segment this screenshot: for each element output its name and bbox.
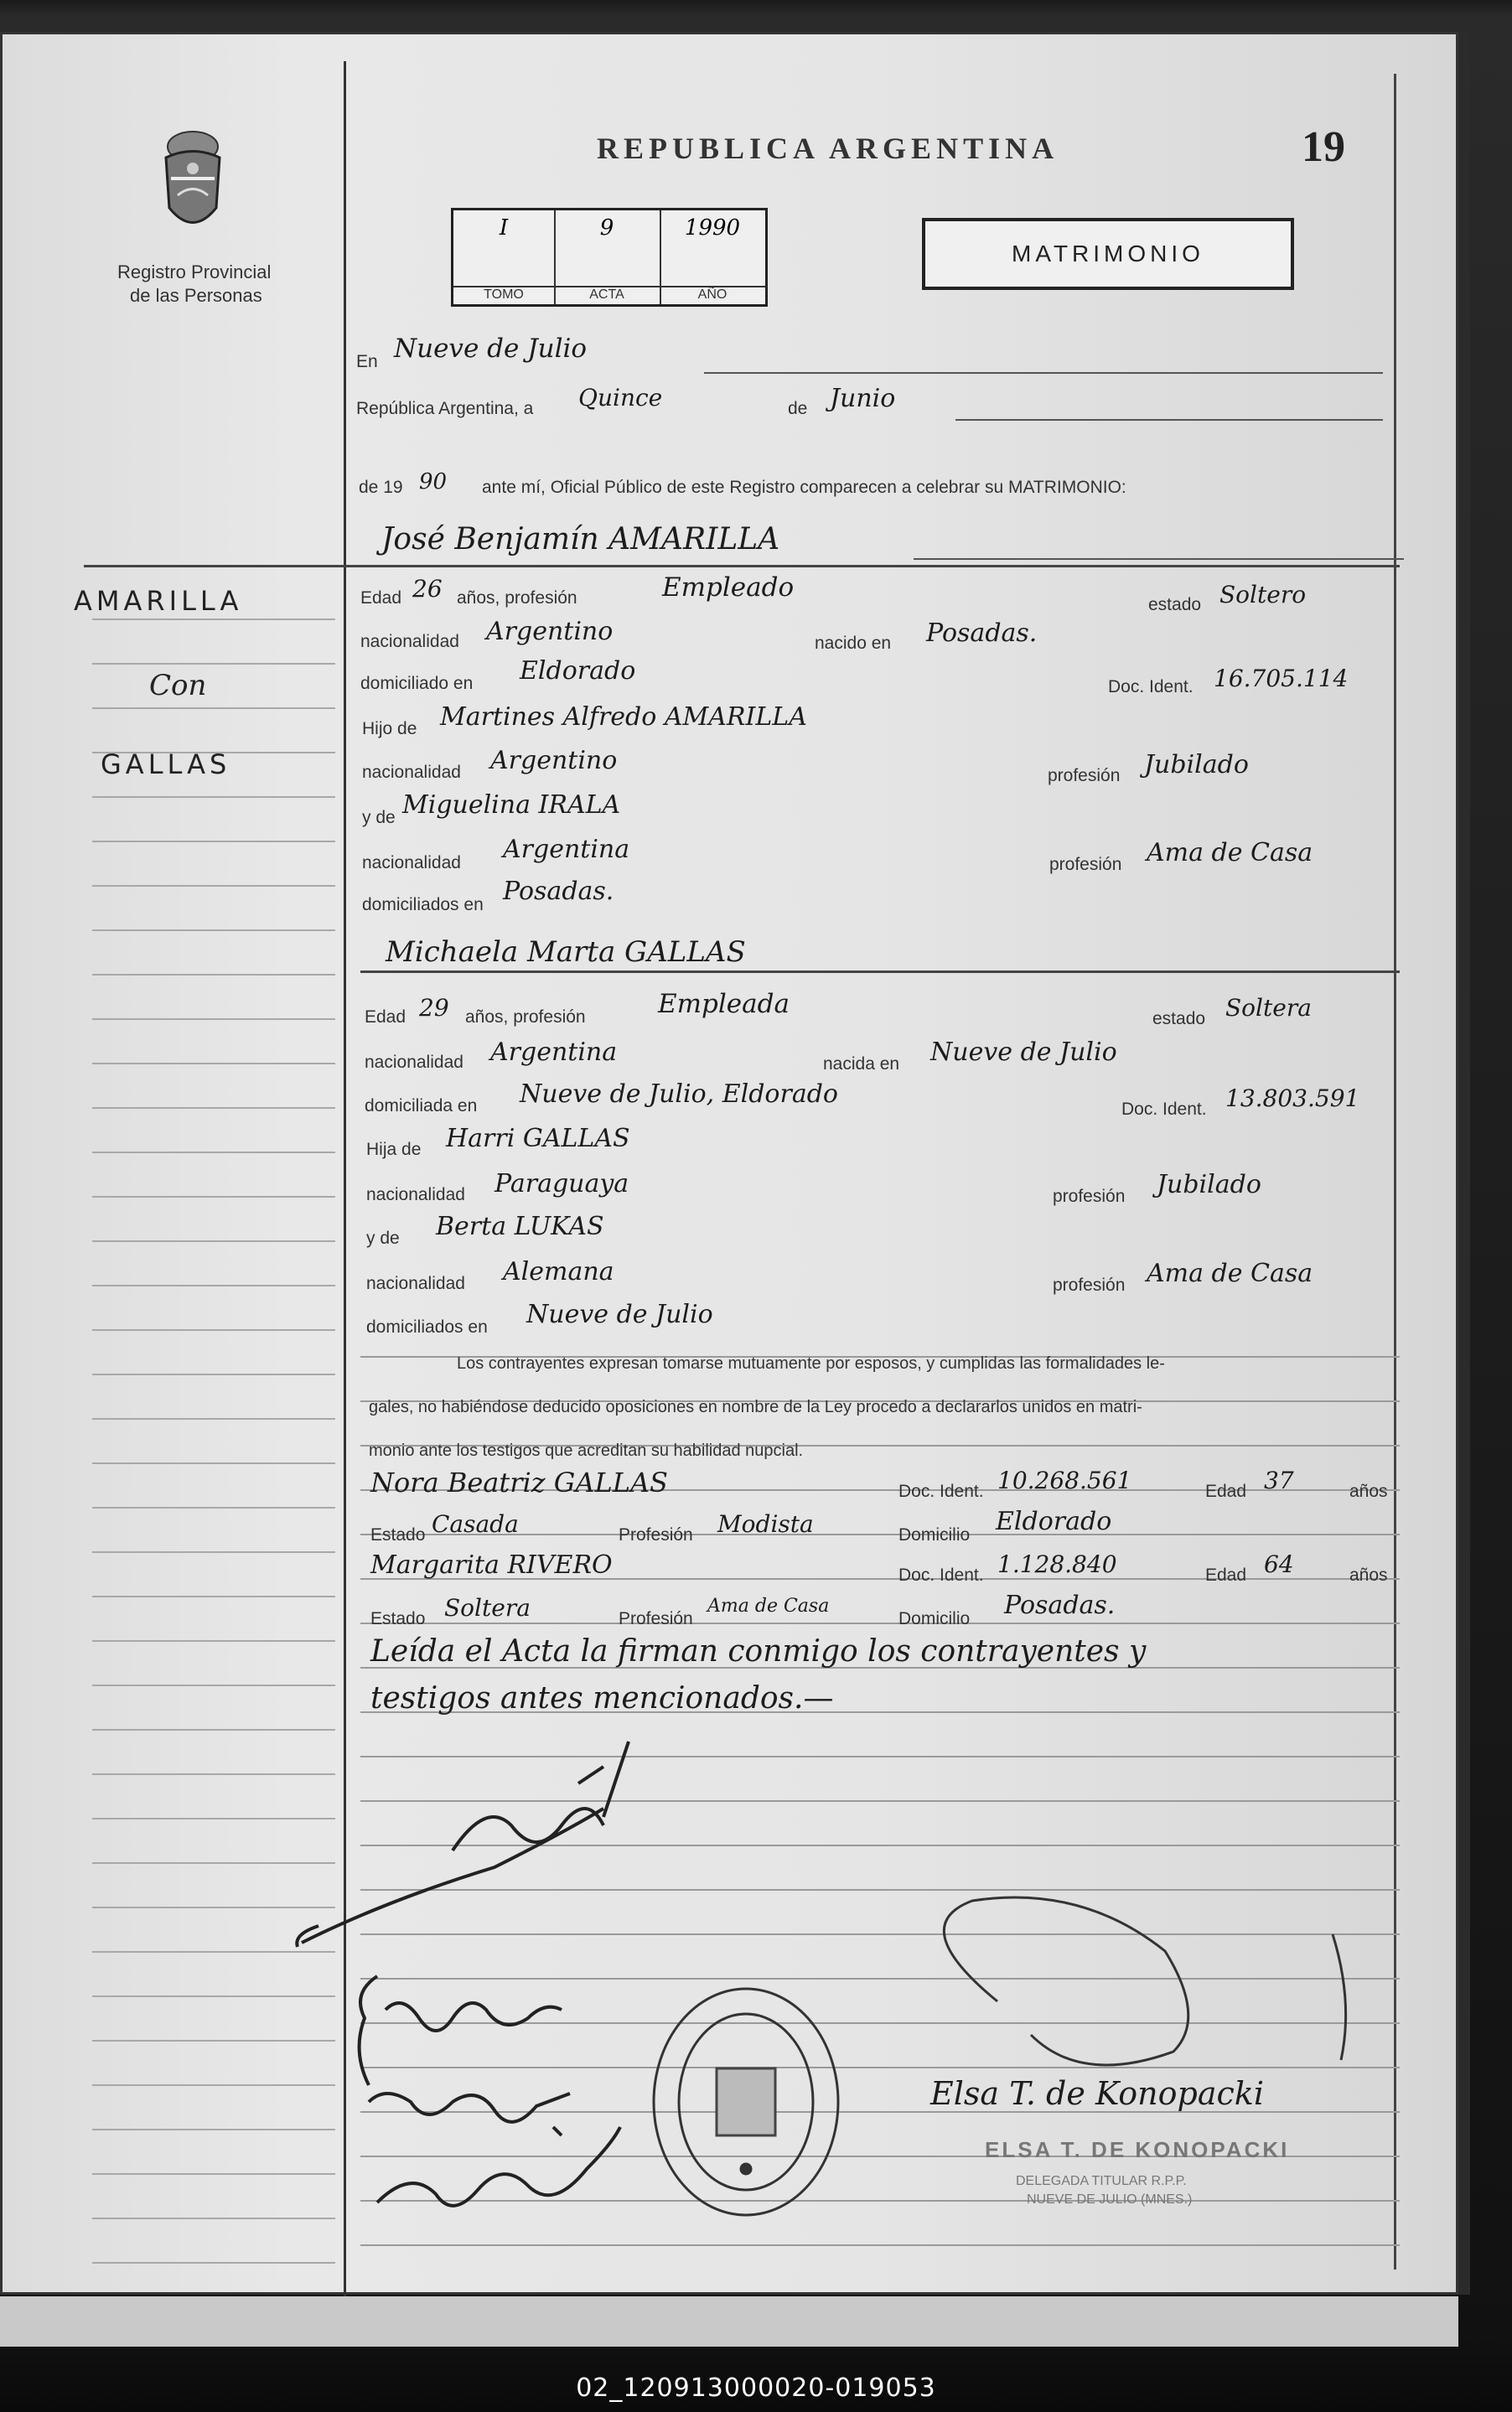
margin-ruled-line (92, 1462, 335, 1464)
bride-parents-domicile: Nueve de Julio (526, 1300, 713, 1329)
declaration-line3: monio ante los testigos que acreditan su habilidad nupcial. (369, 1442, 804, 1460)
groom-doc-label: Doc. Ident. (1108, 677, 1194, 696)
bride-parents-dom-label: domiciliados en (366, 1317, 488, 1337)
groom-mother-nationality: Argentina (503, 835, 630, 864)
bride-domicile: Nueve de Julio, Eldorado (520, 1079, 838, 1109)
groom-profesion-label: años, profesión (457, 588, 577, 608)
groom-age: 26 (412, 575, 443, 603)
bride-domicilio-label: domiciliada en (365, 1096, 478, 1115)
official-seal (654, 1989, 838, 2215)
margin-ruled-line (92, 1551, 335, 1553)
bride-father-prof-label: profesión (1053, 1187, 1126, 1206)
intro-statement: ante mí, Oficial Público de este Registro comparecen a celebrar su MATRIMONIO: (482, 478, 1126, 497)
witness2-profesion-label: Profesión (619, 1609, 693, 1628)
margin-ruled-line (92, 1596, 335, 1597)
margin-note-con: Con (149, 669, 207, 702)
ano-cell (660, 210, 765, 304)
witness2-domicilio-label: Domicilio (898, 1609, 971, 1628)
witness2-edad-label: Edad (1205, 1566, 1247, 1585)
witness2-signature (377, 2127, 620, 2206)
witness2-domicile: Posadas. (1004, 1591, 1116, 1620)
fill-line (955, 419, 1383, 421)
groom-nacionalidad-label: nacionalidad (360, 632, 459, 651)
page-number: 19 (1302, 123, 1345, 171)
place-value: Nueve de Julio (394, 334, 588, 364)
witness1-name: Nora Beatriz GALLAS (370, 1467, 668, 1498)
margin-ruled-line (92, 1640, 335, 1642)
margin-ruled-line (92, 1063, 335, 1064)
body-ruled-line (360, 1623, 1400, 1624)
day-value: Quince (578, 384, 663, 411)
bride-hija-label: Hija de (366, 1140, 422, 1159)
witness2-profession: Ama de Casa (707, 1596, 830, 1617)
scan-filename: 02_120913000020-019053 (576, 2373, 936, 2403)
bride-father-nationality: Paraguaya (495, 1169, 629, 1198)
margin-ruled-line (92, 1507, 335, 1509)
margin-ruled-line (92, 1018, 335, 1020)
bride-profession: Empleada (658, 989, 790, 1019)
groom-nacido-label: nacido en (815, 634, 892, 653)
bride-civil-status: Soltera (1225, 994, 1312, 1022)
bride-mother-prof-label: profesión (1053, 1276, 1126, 1295)
margin-ruled-line (92, 841, 335, 842)
act-identifier-box (451, 208, 768, 307)
closing-line2: testigos antes mencionados.— (370, 1681, 834, 1716)
groom-hijo-label: Hijo de (362, 719, 417, 738)
groom-edad-label: Edad (360, 588, 402, 608)
groom-doc: 16.705.114 (1214, 665, 1349, 692)
witness1-anos-label: años (1349, 1482, 1388, 1501)
bride-name: Michaela Marta GALLAS (386, 935, 746, 969)
witness1-profesion-label: Profesión (619, 1525, 693, 1545)
margin-ruled-line (92, 1685, 335, 1686)
groom-mother-prof-label: profesión (1049, 855, 1122, 874)
section-divider (84, 565, 1400, 567)
de-label: de (788, 399, 808, 418)
bride-yde-label: y de (366, 1229, 400, 1248)
year-prefix-label: de 19 (359, 478, 403, 497)
margin-ruled-line (92, 1240, 335, 1242)
groom-civil-status: Soltero (1219, 581, 1307, 608)
country-title: REPUBLICA ARGENTINA (597, 132, 1059, 165)
closing-line1: Leída el Acta la firman conmigo los contrayentes y (370, 1634, 1147, 1669)
witness2-anos-label: años (1349, 1566, 1388, 1585)
month-value: Junio (830, 384, 896, 413)
acta-label: ACTA (554, 286, 660, 303)
province-coat-of-arms (159, 128, 226, 241)
bride-doc: 13.803.591 (1225, 1084, 1360, 1112)
witness2-name: Margarita RIVERO (370, 1550, 613, 1580)
tomo-cell (453, 210, 556, 304)
witness1-edad-label: Edad (1205, 1482, 1247, 1501)
groom-yde-label: y de (362, 808, 396, 827)
tomo-value: I (499, 215, 509, 241)
witness2-doc-label: Doc. Ident. (898, 1566, 984, 1585)
groom-name: José Benjamín AMARILLA (381, 522, 780, 556)
margin-ruled-line (92, 1107, 335, 1109)
bride-mother-profession: Ama de Casa (1147, 1259, 1313, 1288)
witness1-profession: Modista (717, 1510, 814, 1538)
margin-ruled-line (92, 885, 335, 887)
groom-father-profession: Jubilado (1144, 750, 1249, 779)
bride-mother-nationality: Alemana (503, 1257, 614, 1286)
act-type-box (922, 218, 1294, 290)
bride-signature (360, 1976, 562, 2085)
bride-mother-nat-label: nacionalidad (366, 1274, 465, 1293)
bride-edad-label: Edad (365, 1007, 406, 1027)
groom-parents-domicile: Posadas. (503, 877, 614, 906)
bride-age: 29 (419, 994, 449, 1022)
witness1-doc-label: Doc. Ident. (898, 1482, 984, 1501)
tomo-label: TOMO (453, 286, 554, 303)
margin-note-surname2: GALLAS (101, 748, 231, 780)
groom-father-nationality: Argentino (490, 746, 618, 775)
witness1-age: 37 (1264, 1467, 1294, 1494)
margin-ruled-line (92, 1285, 335, 1286)
bride-father: Harri GALLAS (446, 1124, 630, 1153)
witness2-estado-label: Estado (370, 1609, 426, 1628)
fill-line (914, 558, 1404, 560)
signature-area (285, 1733, 1425, 2253)
groom-profession: Empleado (662, 572, 795, 603)
margin-ruled-line (92, 1729, 335, 1731)
margin-ruled-line (92, 663, 335, 665)
ano-value: 1990 (684, 215, 741, 241)
official-signature: Elsa T. de Konopacki (930, 2075, 1264, 2112)
declaration-line2: gales, no habiéndose deducido oposiciones en nombre de la Ley procedo a declararlos unidos en matri- (369, 1398, 1142, 1416)
groom-signature (297, 1742, 629, 1947)
acta-cell (554, 210, 661, 304)
groom-mother: Miguelina IRALA (402, 790, 621, 820)
witness1-estado-label: Estado (370, 1525, 426, 1545)
bride-father-nat-label: nacionalidad (366, 1185, 465, 1204)
witness1-domicilio-label: Domicilio (898, 1525, 971, 1545)
declaration-line1: Los contrayentes expresan tomarse mutuamente por esposos, y cumplidas las formalidades le- (457, 1354, 1165, 1373)
margin-ruled-line (92, 929, 335, 931)
bride-nationality: Argentina (490, 1038, 618, 1067)
margin-ruled-line (92, 1196, 335, 1198)
act-type-label: MATRIMONIO (1012, 241, 1204, 267)
groom-estado-label: estado (1148, 595, 1202, 614)
witness2-civil-status: Soltera (444, 1594, 531, 1622)
section-divider (360, 970, 1400, 973)
bride-profesion-label: años, profesión (465, 1007, 586, 1027)
margin-ruled-line (92, 1329, 335, 1331)
margin-ruled-line (92, 1418, 335, 1420)
acta-value: 9 (599, 215, 614, 241)
witness2-age: 64 (1264, 1550, 1294, 1578)
margin-ruled-line (92, 707, 335, 709)
official-stamp-name: ELSA T. DE KONOPACKI (985, 2137, 1290, 2162)
groom-mother-profession: Ama de Casa (1147, 838, 1313, 867)
margin-ruled-line (92, 619, 335, 620)
republica-label: República Argentina, a (356, 399, 534, 418)
ano-label: AÑO (660, 286, 765, 303)
scan-bottom-edge (0, 2296, 1458, 2347)
groom-nationality: Argentino (486, 617, 614, 646)
groom-mother-nat-label: nacionalidad (362, 853, 461, 872)
witness1-domicile: Eldorado (996, 1507, 1112, 1536)
groom-father-prof-label: profesión (1048, 766, 1121, 785)
bride-nacida-label: nacida en (823, 1054, 900, 1074)
registry-name-line2: de las Personas (130, 285, 262, 306)
groom-domicilio-label: domiciliado en (360, 674, 474, 693)
witness1-doc: 10.268.561 (997, 1467, 1132, 1494)
bride-father-profession: Jubilado (1157, 1170, 1261, 1199)
margin-note-surname: AMARILLA (74, 585, 243, 617)
groom-parents-dom-label: domiciliados en (362, 895, 484, 914)
bride-estado-label: estado (1152, 1009, 1206, 1028)
groom-father: Martines Alfredo AMARILLA (440, 702, 807, 732)
official-flourish (944, 1897, 1345, 2065)
margin-ruled-line (92, 796, 335, 798)
groom-domicile: Eldorado (520, 656, 636, 686)
year-suffix-value: 90 (419, 469, 448, 494)
groom-father-nat-label: nacionalidad (362, 763, 461, 782)
groom-birthplace: Posadas. (926, 619, 1038, 648)
registry-name-line1: Registro Provincial (117, 261, 272, 282)
bride-mother: Berta LUKAS (436, 1212, 604, 1241)
document-sheet (0, 32, 1470, 2295)
official-stamp-title: DELEGADA TITULAR R.P.P. (1016, 2174, 1187, 2188)
margin-ruled-line (92, 2262, 335, 2264)
margin-ruled-line (92, 1374, 335, 1375)
witness1-signature (369, 2094, 570, 2135)
witness2-doc: 1.128.840 (997, 1550, 1117, 1578)
bride-birthplace: Nueve de Julio (930, 1038, 1117, 1067)
margin-ruled-line (92, 1152, 335, 1153)
bride-nacionalidad-label: nacionalidad (365, 1053, 463, 1072)
witness1-civil-status: Casada (432, 1510, 519, 1538)
fill-line (704, 372, 1383, 374)
official-stamp-office: NUEVE DE JULIO (MNES.) (1027, 2192, 1193, 2207)
en-label: En (356, 352, 378, 371)
bride-doc-label: Doc. Ident. (1121, 1100, 1207, 1119)
margin-ruled-line (92, 974, 335, 976)
